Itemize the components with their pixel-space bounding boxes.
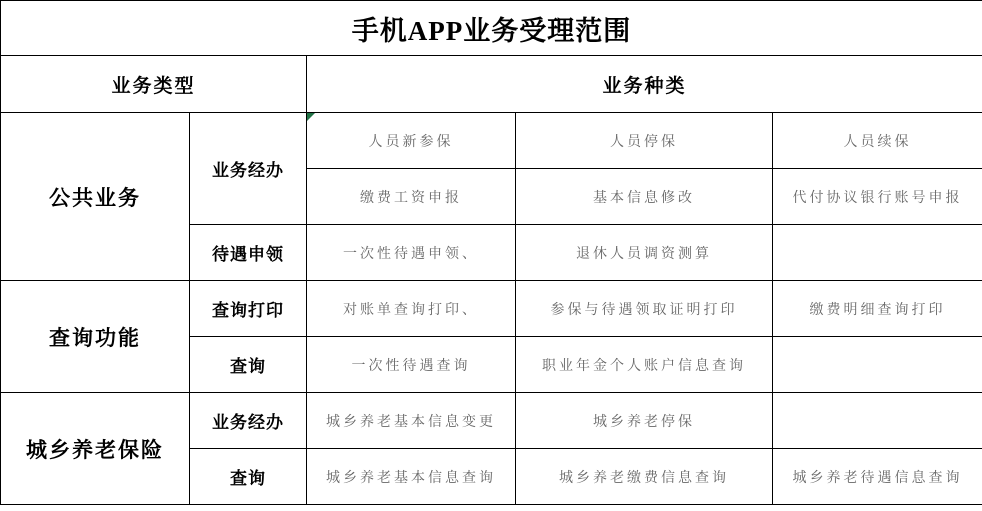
table-row xyxy=(1,281,982,337)
group-cell-query-print xyxy=(190,281,307,337)
group-cell-rural-query xyxy=(190,449,307,505)
group-cell-handling xyxy=(190,113,307,225)
green-triangle-marker xyxy=(307,113,315,121)
header-row xyxy=(1,56,982,113)
table-row xyxy=(1,113,982,169)
value-cell: 职业年金个人账户信息查询 xyxy=(516,337,773,393)
title-cell xyxy=(1,1,982,56)
value-cell: 城乡养老基本信息变更 xyxy=(307,393,516,449)
group-label: 查询打印 xyxy=(212,301,284,320)
value-cell: 代付协议银行账号申报 xyxy=(773,169,982,225)
value-cell: 一次性待遇查询 xyxy=(307,337,516,393)
value-cell: 城乡养老停保 xyxy=(516,393,773,449)
value-cell xyxy=(773,337,982,393)
group-cell-query xyxy=(190,337,307,393)
group-label: 业务经办 xyxy=(212,413,284,432)
group-label: 业务经办 xyxy=(212,161,284,180)
value-cell xyxy=(773,225,982,281)
header-business-kind xyxy=(307,56,982,113)
page-title: 手机APP业务受理范围 xyxy=(351,15,632,46)
value-cell: 人员新参保 xyxy=(307,113,516,169)
header-business-type xyxy=(1,56,307,113)
header-business-type-label: 业务类型 xyxy=(111,75,196,97)
value-cell: 退休人员调资测算 xyxy=(516,225,773,281)
value-cell: 城乡养老基本信息查询 xyxy=(307,449,516,505)
category-cell-query xyxy=(1,281,190,393)
category-cell-public xyxy=(1,113,190,281)
group-label: 查询 xyxy=(230,469,266,488)
value-cell: 参保与待遇领取证明打印 xyxy=(516,281,773,337)
table-row xyxy=(1,393,982,449)
value-cell: 人员停保 xyxy=(516,113,773,169)
category-label: 查询功能 xyxy=(49,325,141,350)
value-cell: 缴费明细查询打印 xyxy=(773,281,982,337)
value-cell: 人员续保 xyxy=(773,113,982,169)
group-label: 待遇申领 xyxy=(212,245,284,264)
category-label: 公共业务 xyxy=(49,185,141,210)
header-business-kind-label: 业务种类 xyxy=(602,75,687,97)
group-cell-benefit-claim xyxy=(190,225,307,281)
value-cell: 城乡养老缴费信息查询 xyxy=(516,449,773,505)
value-cell xyxy=(773,393,982,449)
category-cell-rural-pension xyxy=(1,393,190,505)
value-cell: 缴费工资申报 xyxy=(307,169,516,225)
group-label: 查询 xyxy=(230,357,266,376)
value-cell: 基本信息修改 xyxy=(516,169,773,225)
value-cell: 对账单查询打印、 xyxy=(307,281,516,337)
group-cell-rural-handling xyxy=(190,393,307,449)
value-cell: 一次性待遇申领、 xyxy=(307,225,516,281)
value-cell: 城乡养老待遇信息查询 xyxy=(773,449,982,505)
title-row xyxy=(1,1,982,56)
category-label: 城乡养老保险 xyxy=(26,437,164,462)
